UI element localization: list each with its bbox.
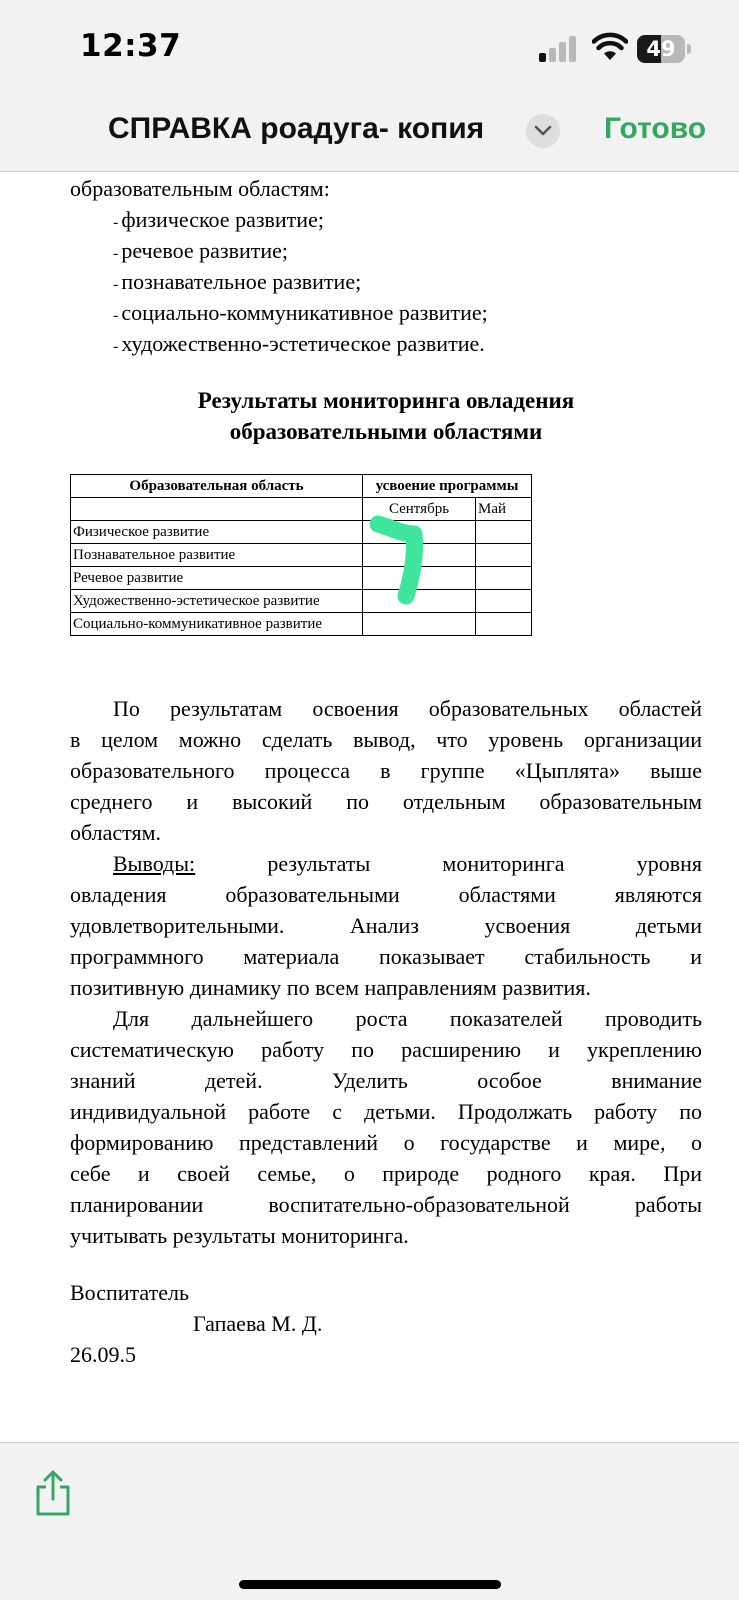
list-item: - художественно-эстетическое развитие.	[113, 331, 485, 356]
home-indicator[interactable]	[239, 1580, 501, 1589]
document-date: 26.09.5	[70, 1342, 136, 1367]
battery-icon	[637, 35, 691, 63]
table-cell: Социально-коммуникативное развитие	[71, 613, 363, 636]
paragraph-line: среднего и высокий по отдельным образовательным	[70, 789, 702, 814]
paragraph-line: Для дальнейшего роста показателей проводить	[113, 1006, 702, 1031]
list-item: - речевое развитие;	[113, 238, 289, 263]
document-page	[0, 172, 739, 1442]
section-heading: Результаты мониторинга овладения	[197, 388, 575, 413]
table-cell: Познавательное развитие	[71, 544, 363, 567]
paragraph-line: программного материала показывает стабильность и	[70, 944, 702, 969]
chevron-down-icon[interactable]	[526, 114, 560, 148]
paragraph-line: овладения образовательными областями являются	[70, 882, 702, 907]
table-cell: Физическое развитие	[71, 521, 363, 544]
share-icon[interactable]	[33, 1469, 73, 1517]
table-row	[71, 521, 532, 544]
table-header-area: Образовательная область	[71, 475, 363, 498]
document-title[interactable]: СПРАВКА роадуга- копия	[108, 112, 485, 145]
status-bar	[0, 0, 739, 100]
monitoring-table	[70, 474, 532, 636]
list-item: - социально-коммуникативное развитие;	[113, 300, 488, 325]
bottom-toolbar	[0, 1442, 739, 1600]
list-item: - познавательное развитие;	[113, 269, 362, 294]
table-header-mastery: усвоение программы	[363, 475, 532, 498]
paragraph-line: индивидуальной работе с детьми. Продолжать работу по	[70, 1099, 702, 1124]
cellular-signal-icon	[539, 34, 579, 62]
table-row	[71, 613, 532, 636]
paragraph-line: знаний детей. Уделить особое внимание	[70, 1068, 702, 1093]
table-subheader-september: Сентябрь	[363, 498, 476, 521]
paragraph-line: Выводы: результаты мониторинга уровня	[113, 851, 703, 876]
paragraph-line: удовлетворительными. Анализ усвоения детьми	[70, 913, 702, 938]
table-row	[71, 475, 532, 498]
wifi-icon	[592, 32, 628, 62]
paragraph-line: учитывать результаты мониторинга.	[70, 1223, 409, 1248]
section-heading: образовательными областями	[229, 419, 543, 444]
markup-stroke	[370, 514, 436, 606]
done-button[interactable]: Готово	[604, 112, 707, 145]
intro-tail: образовательным областям:	[70, 176, 330, 201]
paragraph-line: По результатам освоения образовательных областей	[113, 696, 702, 721]
paragraph-line: областям.	[70, 820, 162, 845]
table-subheader-may: Май	[476, 498, 532, 521]
paragraph-line: образовательного процесса в группе «Цыплята» выше	[70, 758, 702, 783]
table-row	[71, 498, 532, 521]
table-cell: Художественно-эстетическое развитие	[71, 590, 363, 613]
paragraph-line: формированию представлений о государстве и мире, о	[70, 1130, 702, 1155]
battery-level: 49	[646, 37, 676, 61]
paragraph-line: себе и своей семье, о природе родного края. При	[70, 1161, 702, 1186]
list-item: - физическое развитие;	[113, 207, 324, 232]
signature-role: Воспитатель	[70, 1280, 190, 1305]
paragraph-line: планировании воспитательно-образовательной работы	[70, 1192, 702, 1217]
table-row	[71, 590, 532, 613]
status-time: 12:37	[80, 28, 182, 64]
conclusion-label: Выводы:	[113, 851, 196, 876]
table-cell: Речевое развитие	[71, 567, 363, 590]
signature-name: Гапаева М. Д.	[193, 1311, 323, 1336]
paragraph-line: позитивную динамику по всем направлениям развития.	[70, 975, 591, 1000]
paragraph-line: в целом можно сделать вывод, что уровень организации	[70, 727, 702, 752]
nav-bar	[0, 100, 739, 172]
table-row	[71, 544, 532, 567]
paragraph-line: систематическую работу по расширению и укреплению	[70, 1037, 702, 1062]
table-row	[71, 567, 532, 590]
